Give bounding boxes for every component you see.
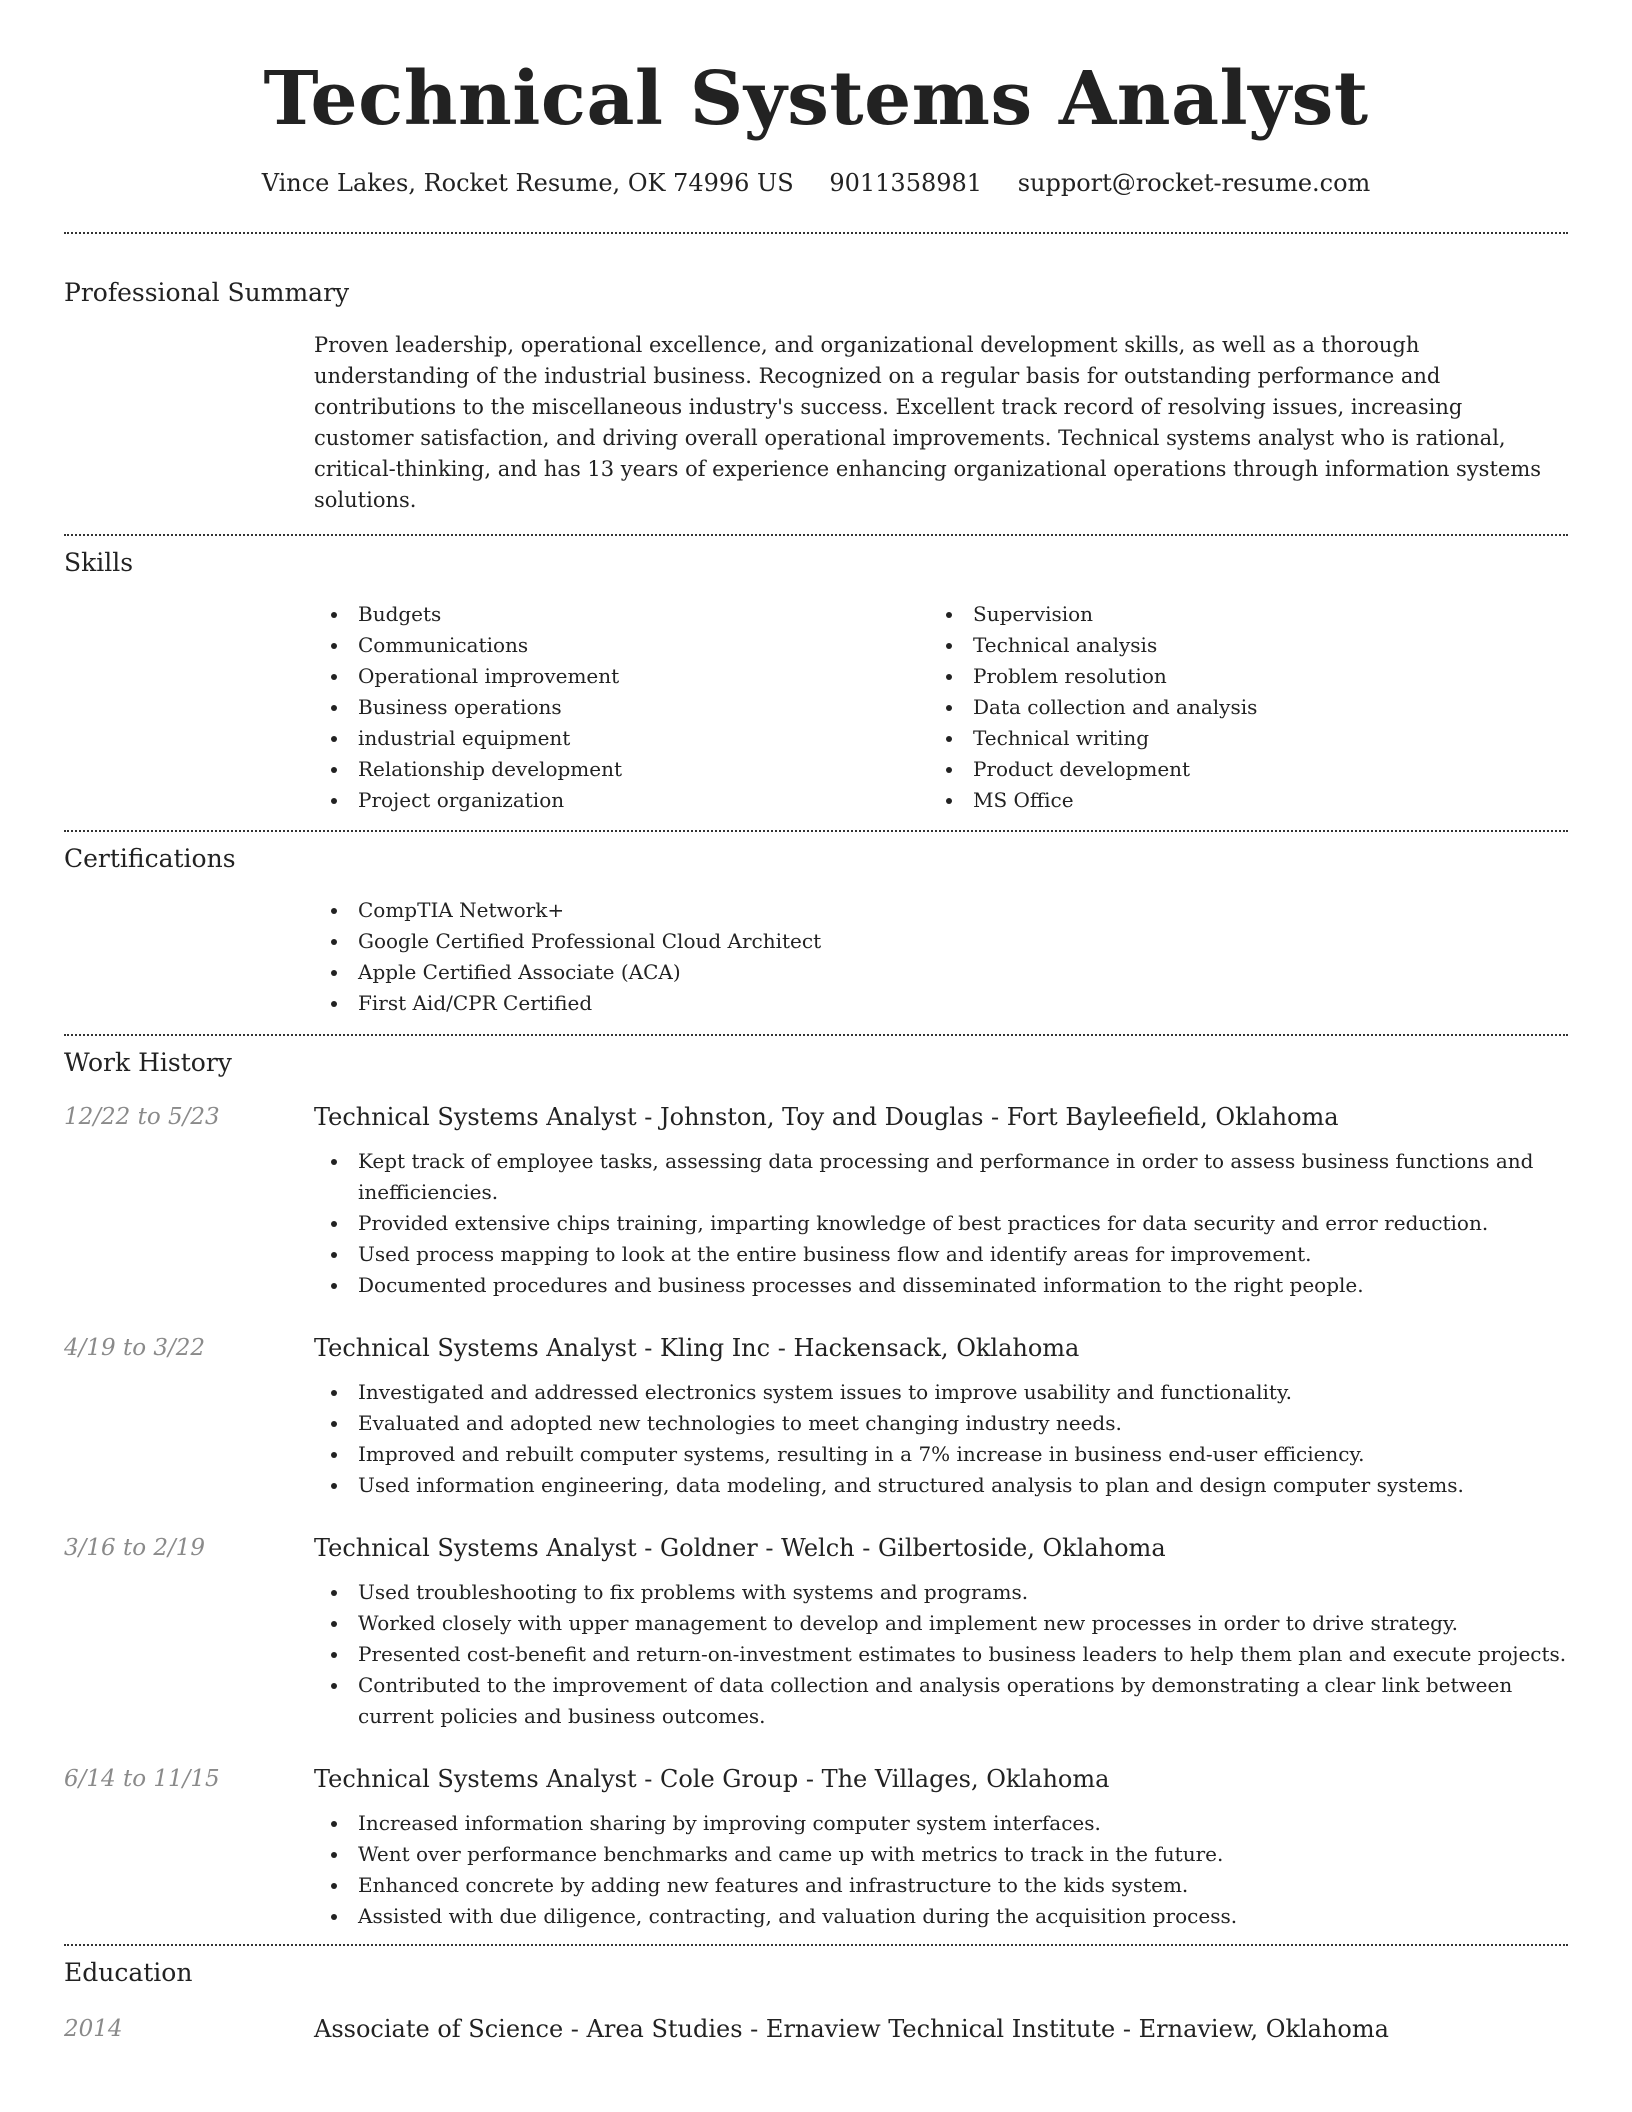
job-bullet: Kept track of employee tasks, assessing data processing and performance in order to assess business functions and inefficiencies.: [314, 1146, 1568, 1208]
skill-item: Data collection and analysis: [929, 692, 1544, 723]
skills-columns: [314, 599, 1568, 830]
job-dates: 12/22 to 5/23: [64, 1104, 220, 1130]
job-bullets: [314, 1808, 1568, 1932]
certification-item: CompTIA Network+: [314, 895, 1568, 926]
skill-item: Project organization: [314, 785, 929, 816]
education-heading: Education: [64, 1958, 193, 1987]
summary-section: [64, 234, 1568, 534]
certification-item: First Aid/CPR Certified: [314, 988, 1568, 1019]
job-bullet: Used process mapping to look at the entire business flow and identify areas for improvement.: [314, 1239, 1568, 1270]
skill-item: Technical analysis: [929, 630, 1544, 661]
skills-list-right: [929, 599, 1544, 816]
skills-heading: Skills: [64, 548, 134, 577]
job-bullet: Used troubleshooting to fix problems with systems and programs.: [314, 1577, 1568, 1608]
resume-title: Technical Systems Analyst: [263, 56, 1369, 142]
job-bullets: [314, 1377, 1568, 1501]
job-header: [64, 1100, 1568, 1134]
skill-item: Technical writing: [929, 723, 1544, 754]
job-bullet: Evaluated and adopted new technologies to meet changing industry needs.: [314, 1408, 1568, 1439]
job-bullet: Used information engineering, data modeling, and structured analysis to plan and design computer systems.: [314, 1470, 1568, 1501]
summary-heading: Professional Summary: [64, 278, 350, 307]
job-entry: [64, 1100, 1568, 1301]
skills-section: [64, 536, 1568, 830]
certification-item: Google Certified Professional Cloud Architect: [314, 926, 1568, 957]
education-heading-text: Associate of Science - Area Studies - Ernaview Technical Institute - Ernaview, Oklahoma: [314, 2015, 1389, 2043]
skill-item: MS Office: [929, 785, 1544, 816]
contact-phone: 9011358981: [829, 169, 983, 197]
certifications-section: [64, 832, 1568, 1034]
job-bullet: Increased information sharing by improving computer system interfaces.: [314, 1808, 1568, 1839]
contact-email: support@rocket-resume.com: [1017, 169, 1371, 197]
education-entry: [64, 2012, 1568, 2046]
education-date: 2014: [64, 2016, 123, 2042]
skill-item: Business operations: [314, 692, 929, 723]
job-bullet: Assisted with due diligence, contracting, and valuation during the acquisition process.: [314, 1901, 1568, 1932]
work-history-section: [64, 1036, 1568, 1932]
contact-line: [64, 171, 1568, 195]
job-bullets: [314, 1577, 1568, 1732]
skill-item: Product development: [929, 754, 1544, 785]
skill-item: Relationship development: [314, 754, 929, 785]
job-header: [64, 1331, 1568, 1365]
job-heading: Technical Systems Analyst - Kling Inc - Hackensack, Oklahoma: [314, 1334, 1080, 1362]
job-bullet: Provided extensive chips training, imparting knowledge of best practices for data security and error reduction.: [314, 1208, 1568, 1239]
job-bullet: Enhanced concrete by adding new features and infrastructure to the kids system.: [314, 1870, 1568, 1901]
job-bullets: [314, 1146, 1568, 1301]
job-dates: 4/19 to 3/22: [64, 1335, 206, 1361]
job-header: [64, 1762, 1568, 1796]
summary-text: Proven leadership, operational excellence, and organizational development skills, as well as a thorough understanding of the industrial business. Recognized on a regular basis for outstanding performance and contributions to the miscellaneous industry's success. Excellent track record of resolving issues, increasing customer satisfaction, and driving overall operational improvements. Technical systems analyst who is rational, critical-thinking, and has 13 years of experience enhancing organizational operations through information systems solutions.: [314, 333, 1542, 512]
job-header: [64, 1531, 1568, 1565]
job-entry: [64, 1531, 1568, 1732]
skill-item: Problem resolution: [929, 661, 1544, 692]
job-dates: 3/16 to 2/19: [64, 1535, 206, 1561]
certifications-list: [314, 895, 1568, 1034]
certification-item: Apple Certified Associate (ACA): [314, 957, 1568, 988]
certifications-heading: Certifications: [64, 844, 236, 873]
job-bullet: Documented procedures and business processes and disseminated information to the right people.: [314, 1270, 1568, 1301]
skill-item: Supervision: [929, 599, 1544, 630]
job-entry: [64, 1762, 1568, 1932]
education-section: [64, 1946, 1568, 2046]
job-bullet: Contributed to the improvement of data collection and analysis operations by demonstrating a clear link between current policies and business outcomes.: [314, 1670, 1568, 1732]
job-bullet: Went over performance benchmarks and came up with metrics to track in the future.: [314, 1839, 1568, 1870]
skill-item: Communications: [314, 630, 929, 661]
job-bullet: Investigated and addressed electronics system issues to improve usability and functionality.: [314, 1377, 1568, 1408]
job-heading: Technical Systems Analyst - Johnston, Toy and Douglas - Fort Bayleefield, Oklahoma: [314, 1103, 1339, 1131]
skill-item: Budgets: [314, 599, 929, 630]
job-bullet: Improved and rebuilt computer systems, resulting in a 7% increase in business end-user efficiency.: [314, 1439, 1568, 1470]
job-bullet: Worked closely with upper management to develop and implement new processes in order to drive strategy.: [314, 1608, 1568, 1639]
contact-address: Vince Lakes, Rocket Resume, OK 74996 US: [261, 169, 794, 197]
skill-item: industrial equipment: [314, 723, 929, 754]
skill-item: Operational improvement: [314, 661, 929, 692]
job-heading: Technical Systems Analyst - Goldner - Welch - Gilbertoside, Oklahoma: [314, 1534, 1166, 1562]
skills-list-left: [314, 599, 929, 816]
job-dates: 6/14 to 11/15: [64, 1766, 220, 1792]
job-bullet: Presented cost-benefit and return-on-investment estimates to business leaders to help them plan and execute projects.: [314, 1639, 1568, 1670]
job-heading: Technical Systems Analyst - Cole Group - The Villages, Oklahoma: [314, 1765, 1110, 1793]
job-entry: [64, 1331, 1568, 1501]
work-history-heading: Work History: [64, 1048, 232, 1077]
